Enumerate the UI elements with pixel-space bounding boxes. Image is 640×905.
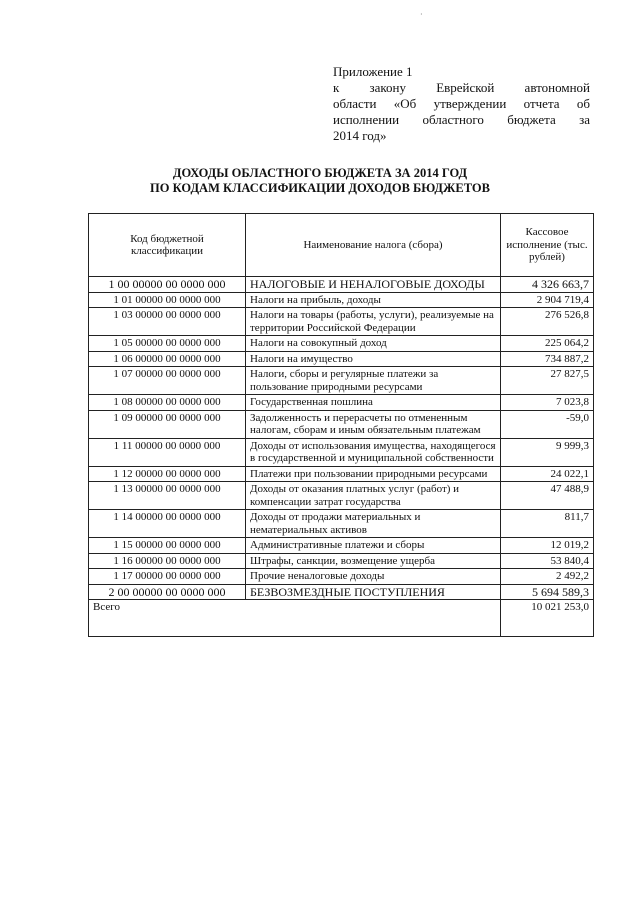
cell-value: 27 827,5 xyxy=(501,367,594,395)
cell-name: Налоги на товары (работы, услуги), реализуемые на территории Российской Федерации xyxy=(246,308,501,336)
cell-code: 1 08 00000 00 0000 000 xyxy=(89,395,246,411)
revenue-table xyxy=(88,213,594,637)
table-row xyxy=(89,438,594,466)
cell-name: Задолженность и перерасчеты по отмененным налогам, сборам и иным обязательным платежам xyxy=(246,410,501,438)
document-title xyxy=(60,166,580,196)
total-value: 10 021 253,0 xyxy=(501,600,594,637)
table-row xyxy=(89,367,594,395)
cell-code: 1 05 00000 00 0000 000 xyxy=(89,336,246,352)
header-value: Кассовое исполнение (тыс. рублей) xyxy=(501,214,594,277)
cell-value: 24 022,1 xyxy=(501,466,594,482)
cell-code: 1 00 00000 00 0000 000 xyxy=(89,277,246,293)
cell-code: 1 07 00000 00 0000 000 xyxy=(89,367,246,395)
cell-name: БЕЗВОЗМЕЗДНЫЕ ПОСТУПЛЕНИЯ xyxy=(246,584,501,600)
cell-value: 47 488,9 xyxy=(501,482,594,510)
cell-value: 276 526,8 xyxy=(501,308,594,336)
cell-code: 1 16 00000 00 0000 000 xyxy=(89,553,246,569)
cell-name: Доходы от оказания платных услуг (работ) и компенсации затрат государства xyxy=(246,482,501,510)
table-row xyxy=(89,292,594,308)
total-label: Всего xyxy=(89,600,501,637)
cell-code: 1 14 00000 00 0000 000 xyxy=(89,510,246,538)
cell-name: Налоги на совокупный доход xyxy=(246,336,501,352)
cell-name: Административные платежи и сборы xyxy=(246,538,501,554)
header-name: Наименование налога (сбора) xyxy=(246,214,501,277)
cell-code: 1 09 00000 00 0000 000 xyxy=(89,410,246,438)
cell-name: Налоги, сборы и регулярные платежи за пользование природными ресурсами xyxy=(246,367,501,395)
cell-name: НАЛОГОВЫЕ И НЕНАЛОГОВЫЕ ДОХОДЫ xyxy=(246,277,501,293)
cell-code: 1 13 00000 00 0000 000 xyxy=(89,482,246,510)
cell-value: 2 904 719,4 xyxy=(501,292,594,308)
cell-code: 1 06 00000 00 0000 000 xyxy=(89,351,246,367)
table-body xyxy=(89,277,594,600)
appendix-line: исполнении областного бюджета за xyxy=(333,112,590,127)
table-row xyxy=(89,277,594,293)
cell-value: 5 694 589,3 xyxy=(501,584,594,600)
appendix-line: 2014 год» xyxy=(333,128,387,143)
table-row xyxy=(89,553,594,569)
cell-name: Доходы от использования имущества, находящегося в государственной и муниципальной собственности xyxy=(246,438,501,466)
table-row xyxy=(89,410,594,438)
cell-code: 1 03 00000 00 0000 000 xyxy=(89,308,246,336)
cell-value: 4 326 663,7 xyxy=(501,277,594,293)
appendix-note xyxy=(333,64,590,144)
cell-code: 1 11 00000 00 0000 000 xyxy=(89,438,246,466)
table-row xyxy=(89,308,594,336)
cell-value: 9 999,3 xyxy=(501,438,594,466)
cell-name: Доходы от продажи материальных и нематериальных активов xyxy=(246,510,501,538)
cell-code: 2 00 00000 00 0000 000 xyxy=(89,584,246,600)
total-row xyxy=(89,600,594,637)
table-row xyxy=(89,569,594,585)
cell-value: 811,7 xyxy=(501,510,594,538)
table-row xyxy=(89,351,594,367)
table-row xyxy=(89,466,594,482)
cell-name: Прочие неналоговые доходы xyxy=(246,569,501,585)
cell-name: Платежи при пользовании природными ресурсами xyxy=(246,466,501,482)
table-row xyxy=(89,584,594,600)
scan-mark: · xyxy=(420,10,423,19)
table-row xyxy=(89,395,594,411)
cell-name: Государственная пошлина xyxy=(246,395,501,411)
appendix-heading: Приложение 1 xyxy=(333,64,413,79)
cell-name: Штрафы, санкции, возмещение ущерба xyxy=(246,553,501,569)
cell-value: 225 064,2 xyxy=(501,336,594,352)
cell-value: 734 887,2 xyxy=(501,351,594,367)
title-line-1: ДОХОДЫ ОБЛАСТНОГО БЮДЖЕТА ЗА 2014 ГОД xyxy=(172,166,468,180)
table-row xyxy=(89,482,594,510)
title-line-2: ПО КОДАМ КЛАССИФИКАЦИИ ДОХОДОВ БЮДЖЕТОВ xyxy=(150,181,490,195)
appendix-line: области «Об утверждении отчета об xyxy=(333,96,590,111)
table-row xyxy=(89,538,594,554)
cell-value: 12 019,2 xyxy=(501,538,594,554)
cell-code: 1 01 00000 00 0000 000 xyxy=(89,292,246,308)
cell-value: 2 492,2 xyxy=(501,569,594,585)
cell-name: Налоги на имущество xyxy=(246,351,501,367)
cell-name: Налоги на прибыль, доходы xyxy=(246,292,501,308)
cell-code: 1 12 00000 00 0000 000 xyxy=(89,466,246,482)
table-header-row xyxy=(89,214,594,277)
table-row xyxy=(89,510,594,538)
cell-value: 7 023,8 xyxy=(501,395,594,411)
cell-value: -59,0 xyxy=(501,410,594,438)
appendix-line: к закону Еврейской автономной xyxy=(333,80,590,95)
cell-code: 1 15 00000 00 0000 000 xyxy=(89,538,246,554)
header-code: Код бюджетной классификации xyxy=(89,214,246,277)
cell-code: 1 17 00000 00 0000 000 xyxy=(89,569,246,585)
cell-value: 53 840,4 xyxy=(501,553,594,569)
table-row xyxy=(89,336,594,352)
